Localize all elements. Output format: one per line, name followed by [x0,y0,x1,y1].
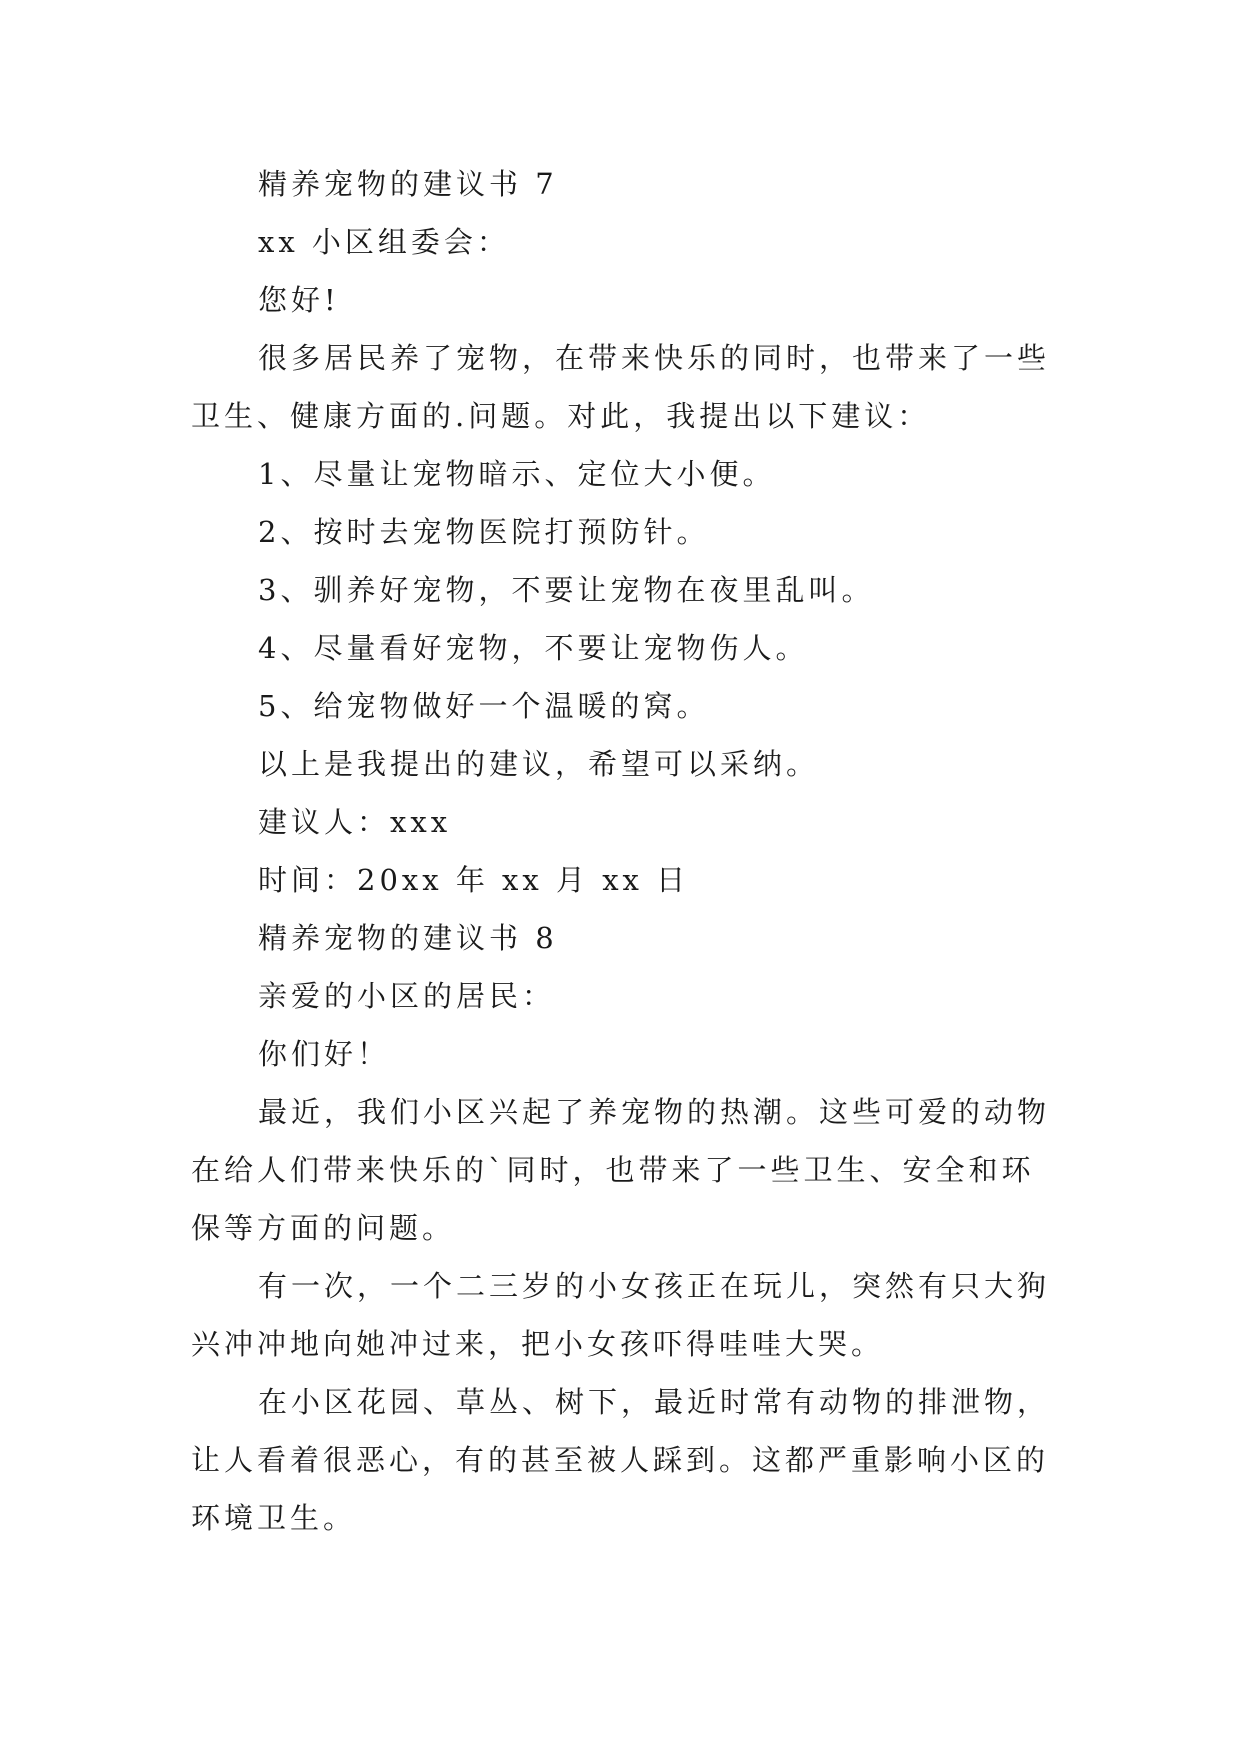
greeting: 你们好！ [258,1037,391,1071]
paragraph-line: 很多居民养了宠物，在带来快乐的同时，也带来了一些 [258,341,1051,375]
paragraph-line: 环境卫生。 [191,1501,357,1535]
paragraph-line: 最近，我们小区兴起了养宠物的热潮。这些可爱的动物 [258,1095,1051,1129]
section-title: 精养宠物的建议书 8 [258,921,558,955]
paragraph-line: 在给人们带来快乐的`同时，也带来了一些卫生、安全和环 [191,1153,1035,1187]
paragraph-line: 保等方面的问题。 [191,1211,456,1245]
section-title: 精养宠物的建议书 7 [258,167,558,201]
paragraph-line: 兴冲冲地向她冲过来，把小女孩吓得哇哇大哭。 [191,1327,885,1361]
paragraph-line: 在小区花园、草丛、树下，最近时常有动物的排泄物， [258,1385,1051,1419]
signature-line: 建议人：xxx [258,805,452,839]
salutation-recipient: 亲爱的小区的居民： [258,979,556,1013]
date-line: 时间：20xx 年 xx 月 xx 日 [258,863,690,897]
greeting: 您好! [258,283,340,317]
document-body [191,155,1051,1547]
closing-line: 以上是我提出的建议，希望可以采纳。 [258,747,820,781]
list-item: 1、尽量让宠物暗示、定位大小便。 [258,457,776,491]
paragraph-line: 有一次，一个二三岁的小女孩正在玩儿，突然有只大狗 [258,1269,1051,1303]
list-item: 5、给宠物做好一个温暖的窝。 [258,689,710,723]
paragraph-line: 让人看着很恶心，有的甚至被人踩到。这都严重影响小区的 [191,1443,1050,1477]
list-item: 2、按时去宠物医院打预防针。 [258,515,710,549]
salutation-recipient: xx 小区组委会： [258,225,510,259]
list-item: 4、尽量看好宠物，不要让宠物伤人。 [258,631,809,665]
list-item: 3、驯养好宠物，不要让宠物在夜里乱叫。 [258,573,875,607]
paragraph-line: 卫生、健康方面的.问题。对此，我提出以下建议： [191,399,931,433]
